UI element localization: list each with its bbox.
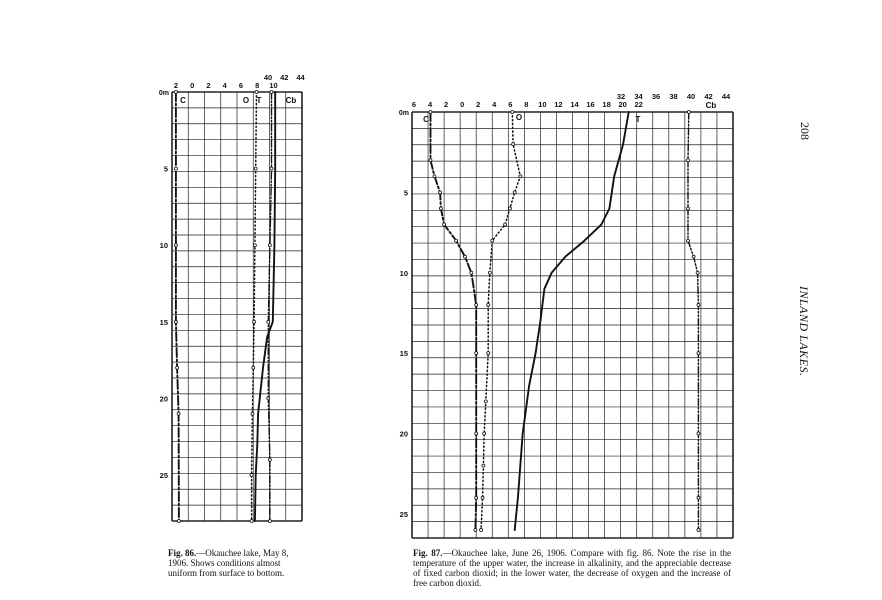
- depth-tick-label: 5: [163, 164, 168, 174]
- data-point: [697, 496, 700, 499]
- data-point: [481, 496, 484, 499]
- data-point: [475, 352, 478, 355]
- scale-tick-label: 20: [618, 100, 627, 109]
- series-line-cb: [688, 112, 698, 530]
- scale-tick-label: 8: [524, 100, 529, 109]
- data-point: [519, 175, 522, 178]
- upper-scale-tick-label: 40: [686, 92, 696, 101]
- data-point: [463, 255, 466, 258]
- page-number: 208: [798, 122, 812, 140]
- upper-scale-tick-label: 38: [669, 92, 678, 101]
- scale-tick-label: 2: [476, 100, 481, 109]
- upper-scale-tick-label: 44: [721, 92, 731, 101]
- data-point: [508, 207, 511, 210]
- scale-tick-label: 2: [206, 81, 211, 90]
- data-point: [697, 352, 700, 355]
- data-point: [475, 496, 478, 499]
- scale-tick-label: 14: [570, 100, 579, 109]
- data-point: [439, 207, 442, 210]
- scale-tick-label: 22: [634, 100, 643, 109]
- data-point: [470, 271, 473, 274]
- upper-scale-tick-label: 36: [651, 92, 661, 101]
- fig87-series-group: [429, 111, 700, 532]
- scale-tick-label: 6: [508, 100, 513, 109]
- depth-tick-label: 25: [399, 509, 408, 519]
- upper-scale-tick-label: 44: [296, 73, 305, 82]
- data-point: [697, 303, 700, 306]
- series-label-cb: Cb: [285, 96, 297, 105]
- depth-tick-label: 0m: [398, 110, 409, 117]
- fig87-axis-ticks: [399, 92, 731, 519]
- series-label-o: O: [515, 113, 523, 122]
- data-point: [487, 352, 490, 355]
- data-point: [488, 271, 491, 274]
- scale-tick-label: 8: [255, 81, 260, 90]
- upper-scale-tick-label: 32: [616, 92, 626, 101]
- upper-scale-tick-label: 42: [280, 73, 289, 82]
- data-point: [480, 528, 483, 531]
- depth-tick-label: 10: [159, 241, 168, 251]
- depth-tick-label: 25: [159, 471, 168, 481]
- data-point: [687, 111, 690, 114]
- data-point: [687, 207, 690, 210]
- series-label-t: T: [256, 96, 262, 105]
- depth-tick-label: 15: [159, 317, 168, 327]
- fig87-caption: [413, 548, 731, 588]
- scale-tick-label: 18: [602, 100, 611, 109]
- data-point: [697, 528, 700, 531]
- data-point: [482, 464, 485, 467]
- data-point: [429, 111, 432, 114]
- data-point: [491, 239, 494, 242]
- scale-tick-label: 16: [586, 100, 595, 109]
- scale-tick-label: 4: [492, 100, 497, 109]
- depth-tick-label: 10: [399, 268, 408, 278]
- depth-tick-label: 15: [399, 349, 408, 359]
- series-line-t: [515, 112, 629, 530]
- series-label-cb: Cb: [705, 101, 717, 110]
- data-point: [513, 191, 516, 194]
- depth-tick-label: 20: [159, 394, 168, 404]
- data-point: [429, 159, 432, 162]
- data-point: [696, 271, 699, 274]
- data-point: [511, 111, 514, 114]
- depth-tick-label: 20: [399, 429, 408, 439]
- data-point: [687, 159, 690, 162]
- data-point: [487, 303, 490, 306]
- scale-tick-label: 0: [190, 81, 195, 90]
- data-point: [474, 528, 477, 531]
- data-point: [687, 239, 690, 242]
- fig87-caption-text: —Okauchee lake, June 26, 1906. Compare with fig. 86. Note the rise in the temperature of the upper water, the increase in alkalinity, and the appreciable decrease of fixed carbon dioxid; in the lower water, the decrease of oxygen and the increase of free carbon dioxid.: [413, 548, 731, 588]
- scale-tick-label: 0: [460, 100, 465, 109]
- data-point: [483, 432, 486, 435]
- data-point: [697, 432, 700, 435]
- data-point: [475, 303, 478, 306]
- data-point: [512, 143, 515, 146]
- scale-tick-label: 10: [538, 100, 547, 109]
- series-label-o: O: [242, 96, 250, 105]
- series-line-c: [431, 112, 477, 530]
- fig87-caption-label: Fig. 87.: [413, 548, 443, 558]
- series-line-o: [481, 112, 523, 530]
- data-point: [433, 175, 436, 178]
- depth-tick-label: 5: [403, 188, 408, 198]
- scale-tick-label: 6: [238, 81, 244, 90]
- upper-scale-tick-label: 42: [704, 92, 713, 101]
- data-point: [484, 400, 487, 403]
- data-point: [455, 239, 458, 242]
- scale-tick-label: 4: [222, 81, 227, 90]
- running-head: INLAND LAKES.: [797, 286, 811, 377]
- depth-tick-label: 0m: [158, 90, 169, 97]
- data-point: [443, 223, 446, 226]
- fig86-caption-label: Fig. 86.: [168, 548, 197, 558]
- data-point: [504, 223, 507, 226]
- scale-tick-label: 4: [427, 100, 433, 109]
- scale-tick-label: 2: [173, 81, 179, 90]
- scale-tick-label: 12: [554, 100, 563, 109]
- upper-scale-tick-label: 40: [263, 73, 273, 82]
- upper-scale-tick-label: 34: [634, 92, 643, 101]
- fig86-caption-text: —Okauchee lake, May 8, 1906. Shows conditions almost uniform from surface to bottom.: [168, 548, 289, 578]
- data-point: [439, 191, 442, 194]
- series-label-c: C: [423, 115, 429, 124]
- fig87-grid: [412, 112, 733, 538]
- scale-tick-label: 6: [411, 100, 417, 109]
- data-point: [475, 432, 478, 435]
- data-point: [692, 255, 695, 258]
- fig86-caption: [168, 548, 296, 578]
- scale-tick-label: 2: [444, 100, 449, 109]
- series-label-t: T: [635, 115, 641, 124]
- series-label-c: C: [180, 96, 186, 105]
- scale-tick-label: 10: [269, 81, 278, 90]
